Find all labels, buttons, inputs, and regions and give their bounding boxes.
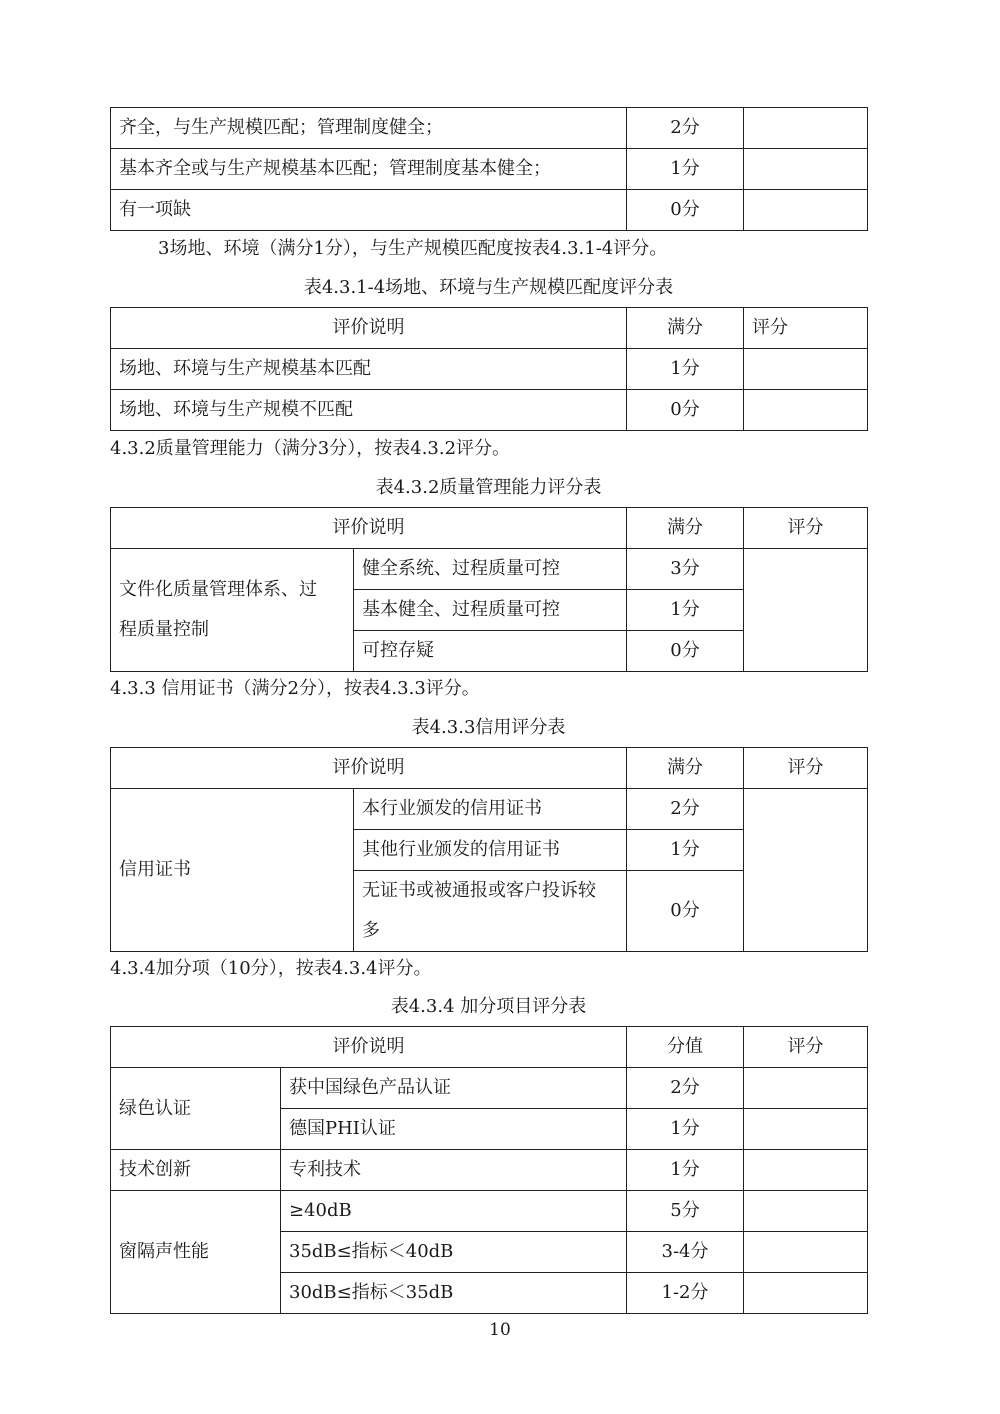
score-cell: 5分: [627, 1191, 744, 1232]
header-desc: 评价说明: [111, 508, 627, 549]
desc-cell: 可控存疑: [354, 631, 627, 672]
score-cell: 2分: [627, 1068, 744, 1109]
table-caption: 表4.3.1-4场地、环境与生产规模匹配度评分表: [303, 277, 674, 298]
desc-cell: ≥40dB: [281, 1191, 627, 1232]
table-credit: [110, 747, 868, 952]
table-header-row: [111, 1027, 868, 1068]
table-row: [111, 149, 868, 190]
rating-cell: [744, 1273, 868, 1314]
rating-cell: [744, 349, 868, 390]
score-cell: 0分: [627, 631, 744, 672]
table-row: [111, 190, 868, 231]
rating-cell: [744, 149, 868, 190]
paragraph-bonus: 4.3.4加分项（10分），按表4.3.4评分。: [110, 958, 432, 979]
score-cell: 1分: [627, 349, 744, 390]
table-row: [111, 1150, 868, 1191]
header-full: 满分: [627, 508, 744, 549]
score-cell: 0分: [627, 390, 744, 431]
table-row: [111, 390, 868, 431]
table-site-environment: [110, 307, 868, 431]
category-cell: 信用证书: [111, 789, 354, 952]
desc-cell: 德国PHI认证: [281, 1109, 627, 1150]
desc-cell: 获中国绿色产品认证: [281, 1068, 627, 1109]
table-row: [111, 789, 868, 830]
score-cell: 1分: [627, 1109, 744, 1150]
category-cell: 绿色认证: [111, 1068, 281, 1150]
desc-cell: 有一项缺: [111, 190, 627, 231]
category-cell: 文件化质量管理体系、过程质量控制: [111, 549, 354, 672]
header-desc: 评价说明: [111, 308, 627, 349]
score-cell: 2分: [627, 108, 744, 149]
page-number: 10: [489, 1320, 511, 1340]
paragraph-credit: 4.3.3 信用证书（满分2分），按表4.3.3评分。: [110, 678, 480, 699]
desc-cell: 其他行业颁发的信用证书: [354, 830, 627, 871]
desc-cell: 专利技术: [281, 1150, 627, 1191]
table-row: [111, 1191, 868, 1232]
table-equipment-continued: [110, 107, 868, 231]
desc-cell: 场地、环境与生产规模基本匹配: [111, 349, 627, 390]
header-desc: 评价说明: [111, 1027, 627, 1068]
desc-cell: 本行业颁发的信用证书: [354, 789, 627, 830]
rating-cell: [744, 1068, 868, 1109]
category-cell: 技术创新: [111, 1150, 281, 1191]
table-row: [111, 108, 868, 149]
rating-cell: [744, 390, 868, 431]
rating-cell: [744, 1232, 868, 1273]
rating-cell: [744, 108, 868, 149]
score-cell: 1分: [627, 1150, 744, 1191]
paragraph-quality: 4.3.2质量管理能力（满分3分），按表4.3.2评分。: [110, 438, 511, 459]
table-header-row: [111, 748, 868, 789]
rating-cell: [744, 1109, 868, 1150]
table-header-row: [111, 508, 868, 549]
header-desc: 评价说明: [111, 748, 627, 789]
rating-cell: [744, 1191, 868, 1232]
desc-cell: 健全系统、过程质量可控: [354, 549, 627, 590]
header-rating: 评分: [744, 308, 868, 349]
header-full: 满分: [627, 748, 744, 789]
score-cell: 1分: [627, 590, 744, 631]
score-cell: 1分: [627, 830, 744, 871]
rating-cell: [744, 1150, 868, 1191]
score-cell: 3分: [627, 549, 744, 590]
table-row: [111, 349, 868, 390]
rating-cell: [744, 190, 868, 231]
desc-cell: 无证书或被通报或客户投诉较多: [354, 871, 627, 952]
header-full: 满分: [627, 308, 744, 349]
table-row: [111, 549, 868, 590]
table-caption: 表4.3.2质量管理能力评分表: [375, 477, 602, 498]
header-value: 分值: [627, 1027, 744, 1068]
table-header-row: [111, 308, 868, 349]
header-rating: 评分: [744, 1027, 868, 1068]
rating-cell: [744, 789, 868, 952]
desc-cell: 场地、环境与生产规模不匹配: [111, 390, 627, 431]
table-row: [111, 1068, 868, 1109]
category-cell: 窗隔声性能: [111, 1191, 281, 1314]
rating-cell: [744, 549, 868, 672]
score-cell: 0分: [627, 190, 744, 231]
table-quality-management: [110, 507, 868, 672]
score-cell: 1分: [627, 149, 744, 190]
header-rating: 评分: [744, 748, 868, 789]
desc-cell: 30dB≤指标＜35dB: [281, 1273, 627, 1314]
table-caption: 表4.3.3信用评分表: [411, 717, 566, 738]
score-cell: 0分: [627, 871, 744, 952]
desc-cell: 齐全，与生产规模匹配；管理制度健全；: [111, 108, 627, 149]
header-rating: 评分: [744, 508, 868, 549]
desc-cell: 基本齐全或与生产规模基本匹配；管理制度基本健全；: [111, 149, 627, 190]
paragraph-site-environment: 3场地、环境（满分1分），与生产规模匹配度按表4.3.1-4评分。: [158, 238, 668, 259]
table-bonus-items: [110, 1026, 868, 1314]
desc-cell: 基本健全、过程质量可控: [354, 590, 627, 631]
score-cell: 2分: [627, 789, 744, 830]
score-cell: 3-4分: [627, 1232, 744, 1273]
desc-cell: 35dB≤指标＜40dB: [281, 1232, 627, 1273]
table-caption: 表4.3.4 加分项目评分表: [390, 996, 587, 1017]
score-cell: 1-2分: [627, 1273, 744, 1314]
